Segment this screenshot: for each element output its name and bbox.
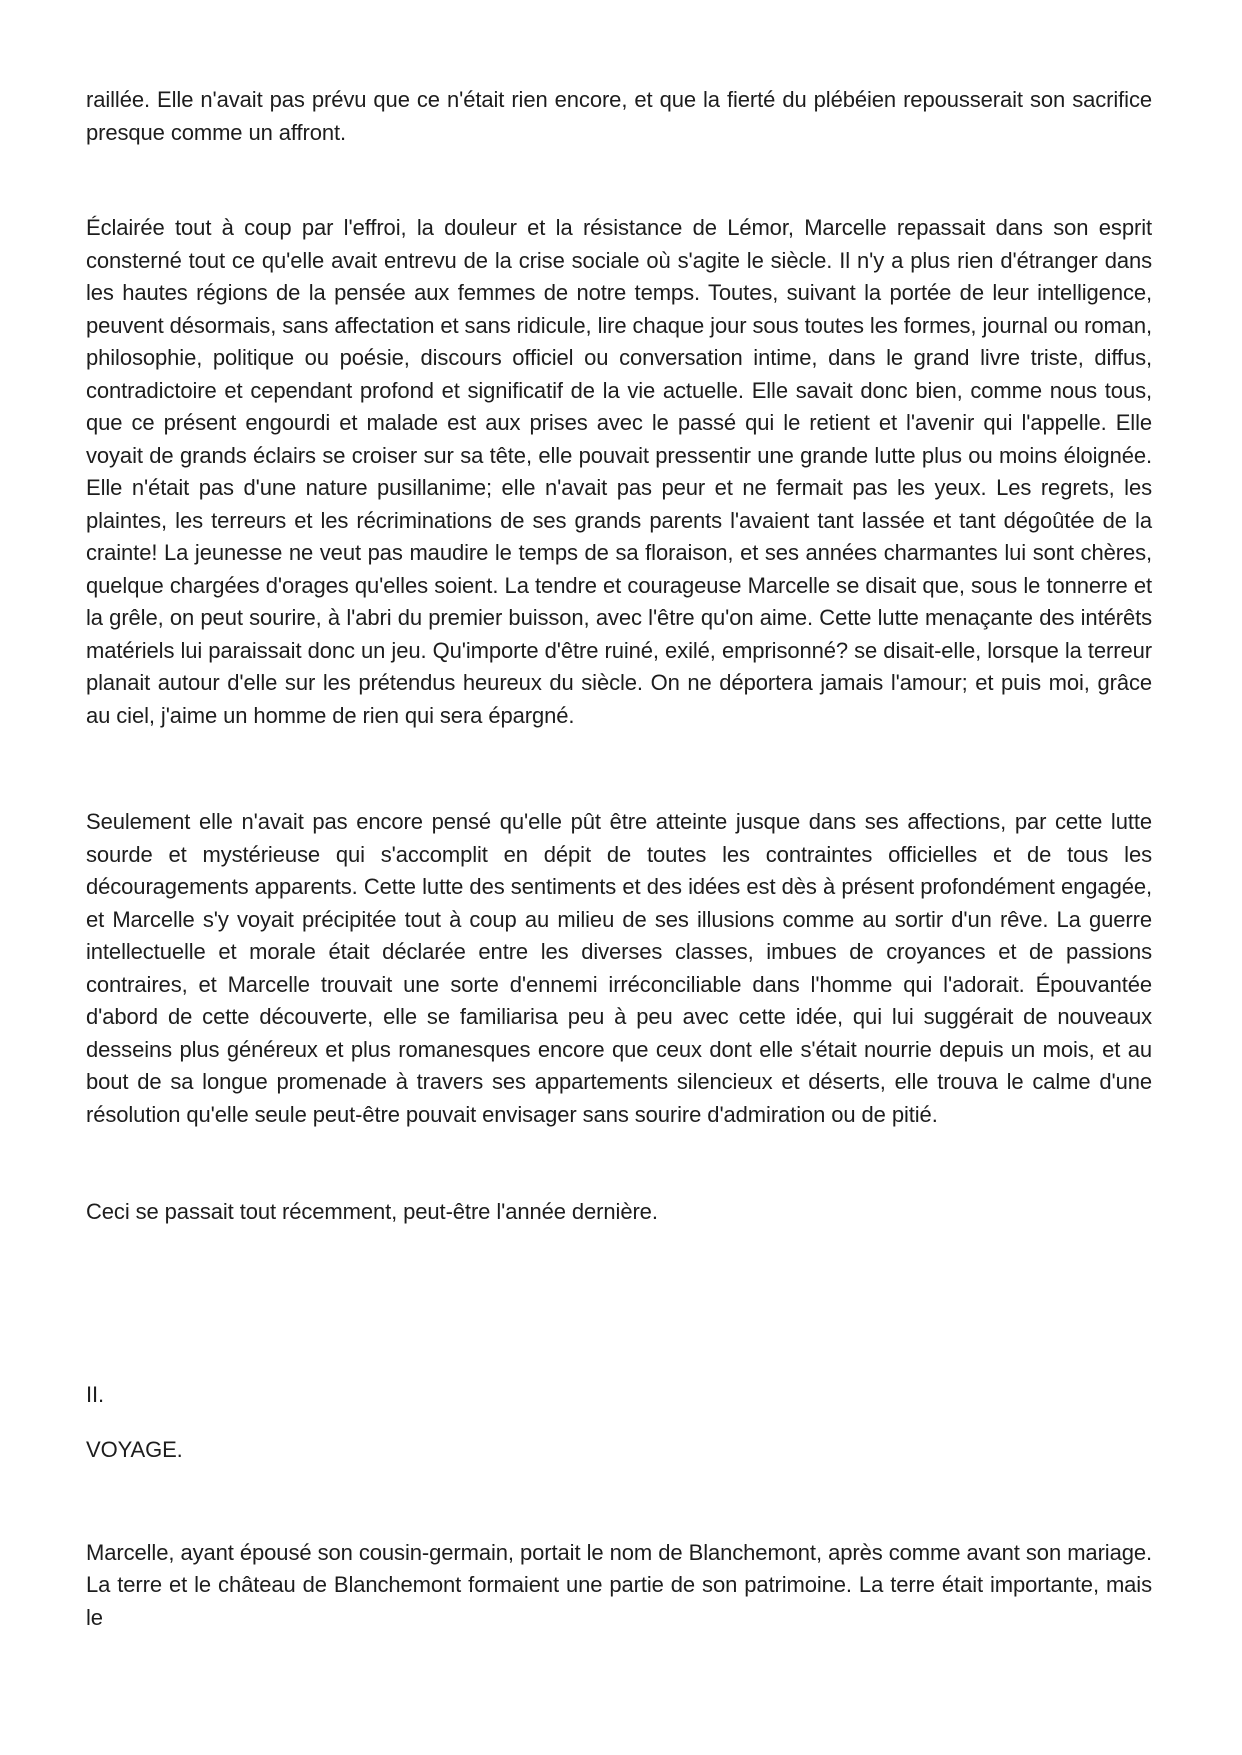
paragraph-eclairee: Éclairée tout à coup par l'effroi, la douleur et la résistance de Lémor, Marcelle repassait dans son esprit consterné tout ce qu'elle avait entrevu de la crise sociale où s'agite le siècle. Il n'y a plus rien d'étranger dans les hautes régions de la pensée aux femmes de notre temps. Toutes, suivant la portée de leur intelligence, peuvent désormais, sans affectation et sans ridicule, lire chaque jour sous toutes les formes, journal ou roman, philosophie, politique ou poésie, discours officiel ou conversation intime, dans le grand livre triste, diffus, contradictoire et cependant profond et significatif de la vie actuelle. Elle savait donc bien, comme nous tous, que ce présent engourdi et malade est aux prises avec le passé qui le retient et l'avenir qui l'appelle. Elle voyait de grands éclairs se croiser sur sa tête, elle pouvait pressentir une grande lutte plus ou moins éloignée. Elle n'était pas d'une nature pusillanime; elle n'avait pas peur et ne fermait pas les yeux. Les regrets, les plaintes, les terreurs et les récriminations de ses grands parents l'avaient tant lassée et tant dégoûtée de la crainte! La jeunesse ne veut pas maudire le temps de sa floraison, et ses années charmantes lui sont chères, quelque chargées d'orages qu'elles soient. La tendre et courageuse Marcelle se disait que, sous le tonnerre et la grêle, on peut sourire, à l'abri du premier buisson, avec l'être qu'on aime. Cette lutte menaçante des intérêts matériels lui paraissait donc un jeu. Qu'importe d'être ruiné, exilé, emprisonné? se disait-elle, lorsque la terreur planait autour d'elle sur les prétendus heureux du siècle. On ne déportera jamais l'amour; et puis moi, grâce au ciel, j'aime un homme de rien qui sera épargné. <box>86 215 1152 728</box>
paragraph-raillee: raillée. Elle n'avait pas prévu que ce n'était rien encore, et que la fierté du plébéien repousserait son sacrifice presque comme un affront. <box>86 87 1152 145</box>
paragraph-ceci: Ceci se passait tout récemment, peut-être l'année dernière. <box>86 1199 658 1224</box>
paragraph-seulement: Seulement elle n'avait pas encore pensé qu'elle pût être atteinte jusque dans ses affections, par cette lutte sourde et mystérieuse qui s'accomplit en dépit de toutes les contraintes officielles et de tous les découragements apparents. Cette lutte des sentiments et des idées est dès à présent profondément engagée, et Marcelle s'y voyait précipitée tout à coup au milieu de ses illusions comme au sortir d'un rêve. La guerre intellectuelle et morale était déclarée entre les diverses classes, imbues de croyances et de passions contraires, et Marcelle trouvait une sorte d'ennemi irréconciliable dans l'homme qui l'adorait. Épouvantée d'abord de cette découverte, elle se familiarisa peu à peu avec cette idée, qui lui suggérait de nouveaux desseins plus généreux et plus romanesques encore que ceux dont elle s'était nourrie depuis un mois, et au bout de sa longue promenade à travers ses appartements silencieux et déserts, elle trouva le calme d'une résolution qu'elle seule peut-être pouvait envisager sans sourire d'admiration ou de pitié. <box>86 809 1152 1127</box>
section-title: VOYAGE. <box>86 1437 183 1462</box>
section-number: II. <box>86 1381 105 1407</box>
paragraph-marcelle: Marcelle, ayant épousé son cousin-germain, portait le nom de Blanchemont, après comme avant son mariage. La terre et le château de Blanchemont formaient une partie de son patrimoine. La terre était importante, mais le <box>86 1539 1152 1630</box>
